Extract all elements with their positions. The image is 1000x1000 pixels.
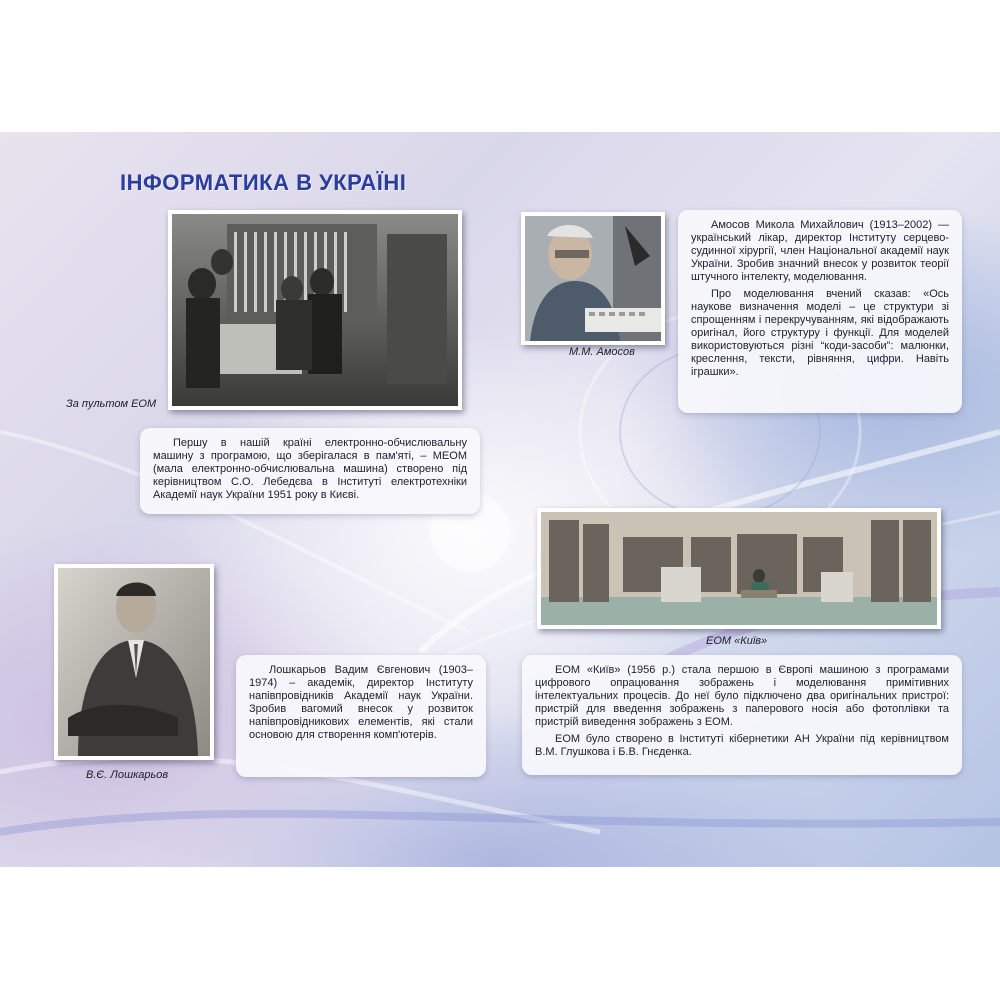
- kyiv-computer-photo: [537, 508, 941, 629]
- loshkaryov-textbox: [236, 655, 486, 777]
- meom-text: Першу в нашій країні електронно-обчислювальну машину з програмою, що зберігалася в пам'яті, – МЕОМ (мала електронно-обчислювальна машина) створено під керівництвом С.О. Лебедєва в Інституті електротехніки Академії наук України 1951 року в Києві.: [153, 437, 467, 501]
- amosov-quote-text: Про моделювання вчений сказав: «Ось наукове визначення моделі – це структури зі спрощенням і перекручуванням, які відображають оригінал, його структуру і функції. Для моделей використовуються різні “коди-засоби”: малюнки, креслення, тексти, рівняння, цифри. Навіть іграшки».: [691, 288, 949, 378]
- kyiv-text-p1: ЕОМ «Київ» (1956 р.) стала першою в Європі машиною з програмами цифрового опрацювання зображень і моделювання примітивних інтелектуальних процесів. До неї було підключено два оригінальних пристрої: пристрій для введення зображень з паперового носія або фотоплівки та пристрій виведення зображень з ЕОМ.: [535, 664, 949, 728]
- kyiv-caption: ЕОМ «Київ»: [706, 635, 768, 647]
- amosov-photo: [521, 212, 665, 345]
- kyiv-textbox: [522, 655, 962, 775]
- kyiv-text-p2: ЕОМ було створено в Інституті кібернетики АН України під керівництвом В.М. Глушкова і Б.В. Гнєденка.: [535, 733, 949, 758]
- console-caption: За пультом ЕОМ: [66, 398, 157, 410]
- loshkaryov-caption: В.Є. Лошкарьов: [86, 769, 169, 781]
- amosov-caption: М.М. Амосов: [569, 346, 635, 358]
- amosov-bio-text: Амосов Микола Михайлович (1913–2002) — український лікар, директор Інституту серцево-судинної хірургії, член Національної академії наук України. Зробив значний внесок у розвиток теорії штучного інтелекту, моделювання.: [691, 219, 949, 283]
- page-title: ІНФОРМАТИКА В УКРАЇНІ: [120, 170, 407, 195]
- console-photo: [168, 210, 462, 410]
- loshkaryov-photo: [54, 564, 214, 760]
- poster-page: [0, 132, 1000, 867]
- meom-textbox: [140, 428, 480, 514]
- amosov-textbox: [678, 210, 962, 413]
- loshkaryov-text: Лошкарьов Вадим Євгенович (1903–1974) – академік, директор Інституту напівпровідників Академії наук України. Зробив вагомий внесок у розвиток напівпровідникових елементів, які стали основою для створення комп'ютерів.: [249, 664, 473, 741]
